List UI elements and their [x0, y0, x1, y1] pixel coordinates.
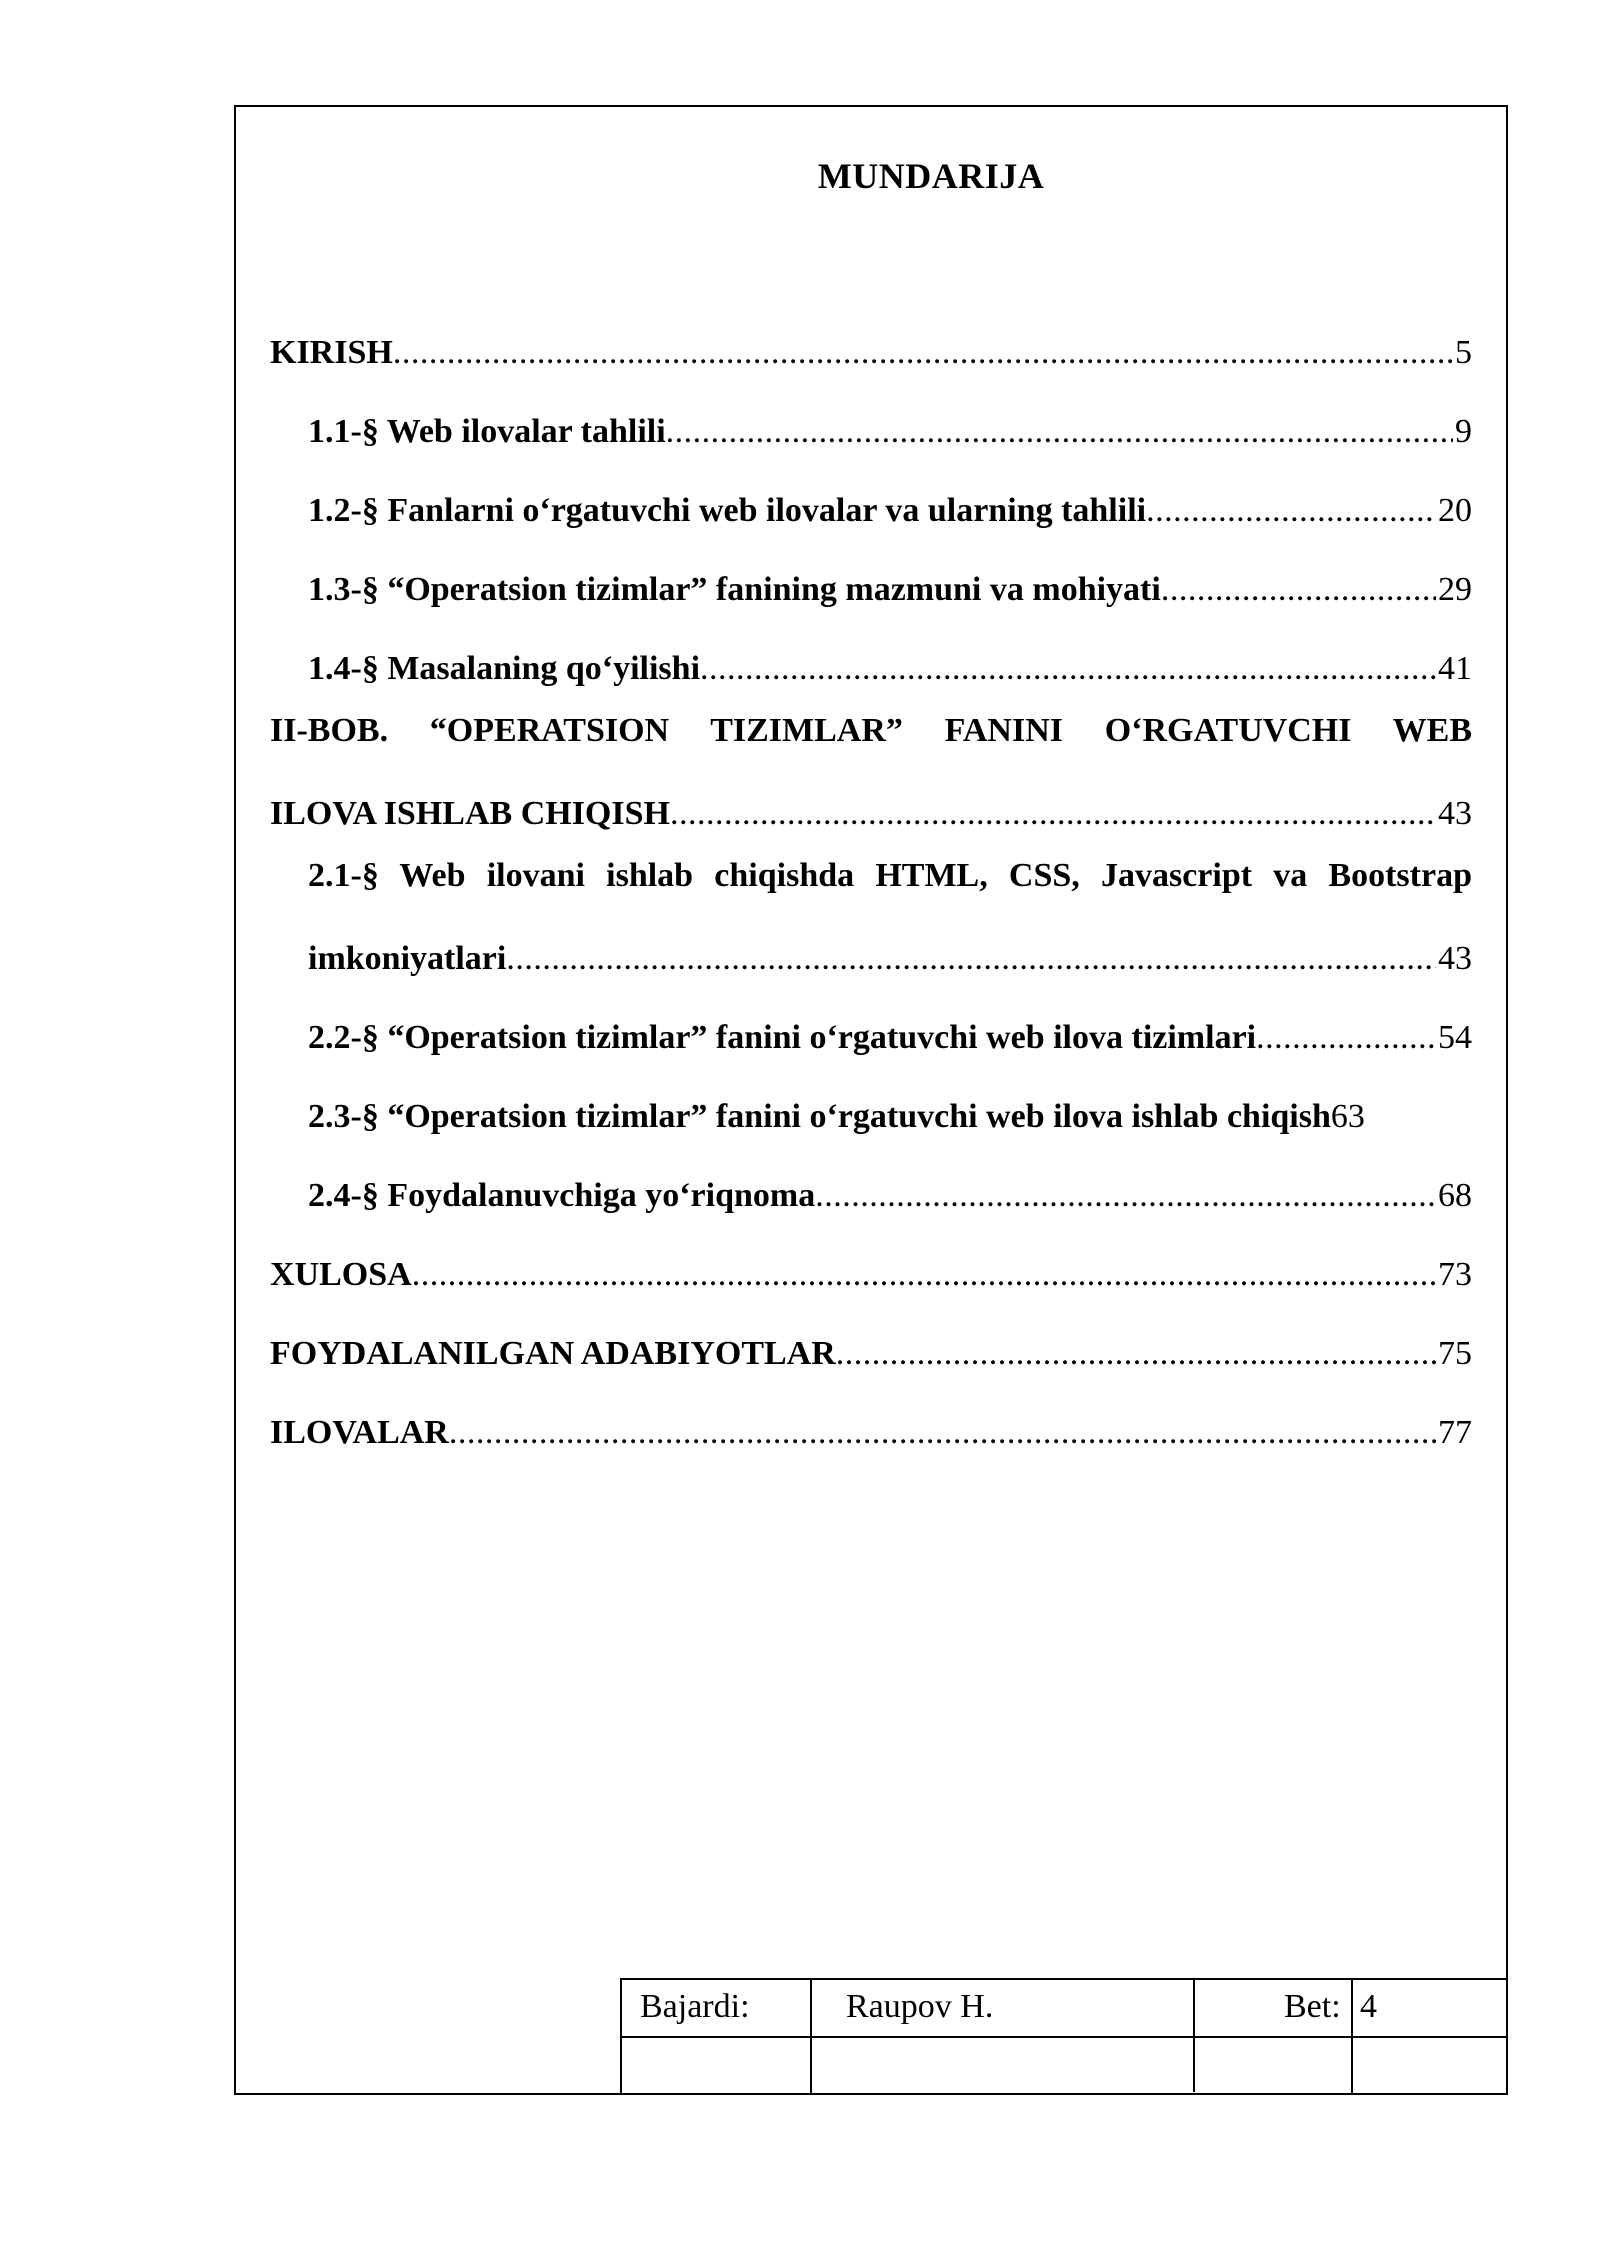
toc-entry-xulosa[interactable] — [270, 1229, 1472, 1308]
toc-entry-label: 1.2-§ Fanlarni o‘rgatuvchi web ilovalar va ularning tahlili — [308, 492, 1147, 529]
toc-entry-label: 2.3-§ “Operatsion tizimlar” fanini o‘rgatuvchi web ilova ishlab chiqish — [308, 1098, 1331, 1135]
toc-entry-2-1[interactable] — [270, 847, 1472, 992]
toc-entry-1-3[interactable] — [270, 544, 1472, 623]
title-block — [620, 1978, 1508, 2095]
dot-leader — [393, 334, 1453, 372]
toc-entry-page: 63 — [1330, 1098, 1365, 1135]
toc-entry-label: 1.4-§ Masalaning qo‘yilishi — [308, 650, 701, 687]
toc-entry-label: KIRISH — [270, 334, 393, 371]
toc-entry-1-4[interactable] — [270, 623, 1472, 702]
toc-entry-1-1[interactable] — [270, 386, 1472, 465]
toc-entry-label: 2.2-§ “Operatsion tizimlar” fanini o‘rgatuvchi web ilova tizimlari — [308, 1019, 1257, 1056]
page-frame — [234, 105, 1508, 2095]
toc-entry-page: 9 — [1455, 413, 1472, 450]
dot-leader — [836, 1335, 1436, 1373]
toc-entry-page: 20 — [1438, 492, 1472, 529]
toc-entry-page: 43 — [1438, 795, 1472, 832]
toc-entry-label: 2.4-§ Foydalanuvchiga yo‘riqnoma — [308, 1177, 816, 1214]
toc-entry-label: ILOVALAR — [270, 1414, 449, 1451]
toc-entry-label: FOYDALANILGAN ADABIYOTLAR — [270, 1335, 836, 1372]
toc-entry-label: 1.3-§ “Operatsion tizimlar” fanining mazmuni va mohiyati — [308, 571, 1161, 608]
toc-entry-label: XULOSA — [270, 1256, 412, 1293]
toc-entry-1-2[interactable] — [270, 465, 1472, 544]
dot-leader — [700, 650, 1436, 688]
toc-entry-page: 29 — [1438, 571, 1472, 608]
toc-entry-adabiyotlar[interactable] — [270, 1308, 1472, 1387]
toc-entry-page: 77 — [1438, 1414, 1472, 1451]
toc-entry-2-2[interactable] — [270, 992, 1472, 1071]
dot-leader — [815, 1177, 1436, 1215]
toc-entry-label-line-1: 2.1-§ Web ilovani ishlab chiqishda HTML, CSS, Javascript va Bootstrap — [308, 857, 1472, 894]
toc-entry-page: 54 — [1438, 1019, 1472, 1056]
title-block-divider — [1351, 1978, 1353, 2095]
bet-label: Bet: — [1284, 1988, 1341, 2025]
dot-leader — [1161, 571, 1436, 609]
title-block-middle-border — [620, 2036, 1508, 2038]
toc-entry-2-4[interactable] — [270, 1150, 1472, 1229]
dot-leader — [506, 940, 1436, 978]
toc-entry-chapter-2[interactable] — [270, 702, 1472, 847]
page-title: MUNDARIJA — [817, 156, 1045, 196]
dot-leader — [670, 795, 1436, 833]
title-block-divider — [810, 1978, 812, 2095]
page-number: 4 — [1360, 1988, 1377, 2025]
toc-entry-page: 73 — [1438, 1256, 1472, 1293]
bajardi-label: Bajardi: — [640, 1988, 750, 2025]
toc-entry-page: 5 — [1455, 334, 1472, 371]
toc-entry-2-3[interactable] — [270, 1071, 1472, 1150]
toc-entry-kirish[interactable] — [270, 307, 1472, 386]
dot-leader — [449, 1414, 1436, 1452]
toc-entry-ilovalar[interactable] — [270, 1387, 1472, 1466]
title-block-divider — [1193, 1978, 1195, 2092]
title-block-top-border — [620, 1978, 1508, 1980]
toc-entry-label: ILOVA ISHLAB CHIQISH — [270, 795, 670, 832]
toc-entry-page: 75 — [1438, 1335, 1472, 1372]
dot-leader — [412, 1256, 1436, 1294]
toc-entry-label-line-1: II-BOB. “OPERATSION TIZIMLAR” FANINI O‘RGATUVCHI WEB — [270, 712, 1472, 749]
toc-entry-label: 1.1-§ Web ilovalar tahlili — [308, 413, 666, 450]
toc-entry-page: 68 — [1438, 1177, 1472, 1214]
dot-leader — [666, 413, 1453, 451]
dot-leader — [1146, 492, 1436, 530]
author-name: Raupov H. — [846, 1988, 994, 2025]
dot-leader — [1256, 1019, 1436, 1057]
toc-entry-page: 41 — [1438, 650, 1472, 687]
toc-entry-label: imkoniyatlari — [308, 940, 507, 977]
title-block-left-border — [620, 1978, 622, 2095]
toc-entry-page: 43 — [1438, 940, 1472, 977]
table-of-contents — [270, 307, 1472, 1466]
